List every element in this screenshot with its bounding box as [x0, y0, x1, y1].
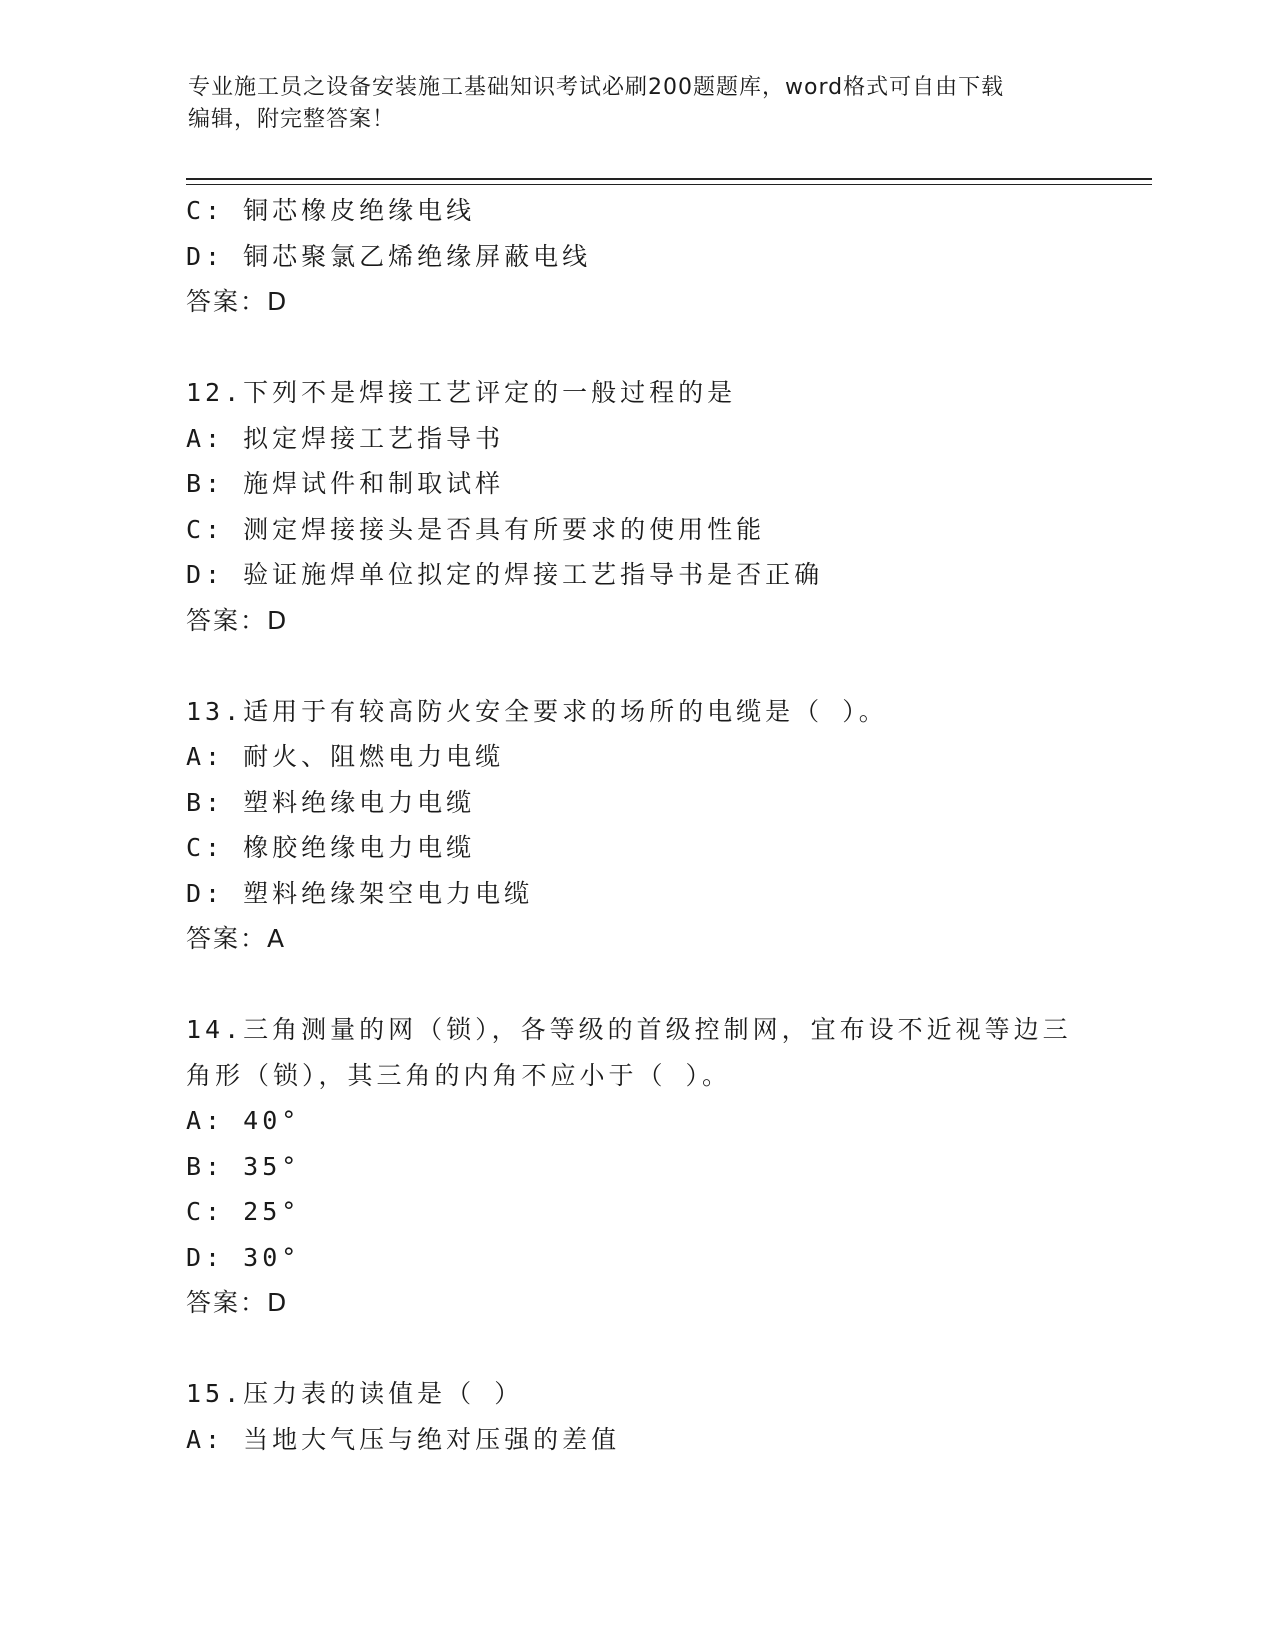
option-d: D: 30° [186, 1242, 301, 1272]
question-14 [186, 1007, 1106, 1326]
spacer [186, 1326, 1106, 1372]
spacer [186, 325, 1106, 371]
answer-label: 答案：D [186, 287, 289, 316]
option-d: D: 验证施焊单位拟定的焊接工艺指导书是否正确 [186, 560, 824, 589]
option-b: B: 35° [186, 1151, 301, 1181]
option-a: A: 当地大气压与绝对压强的差值 [186, 1424, 621, 1454]
option-c: C: 橡胶绝缘电力电缆 [186, 833, 476, 862]
question-stem-line-2: 角形（锁），其三角的内角不应小于（ ）。 [186, 1060, 732, 1090]
question-stem: 15.压力表的读值是（ ） [186, 1379, 524, 1408]
question-11-continuation [186, 188, 1106, 325]
question-15 [186, 1371, 1106, 1462]
header-title-line-2: 编辑，附完整答案！ [188, 107, 396, 132]
option-a: A: 拟定焊接工艺指导书 [186, 423, 505, 453]
option-b: B: 施焊试件和制取试样 [186, 469, 505, 498]
question-13 [186, 689, 1106, 962]
option-d: D: 铜芯聚氯乙烯绝缘屏蔽电线 [186, 241, 592, 271]
question-stem-line-1: 14.三角测量的网（锁），各等级的首级控制网，宜布设不近视等边三 [186, 1015, 1072, 1044]
option-a: A: 40° [186, 1106, 301, 1135]
answer-label: 答案：D [186, 605, 289, 635]
spacer [186, 962, 1106, 1008]
question-content [186, 188, 1106, 1462]
header-divider-thin [186, 184, 1152, 185]
option-c: C: 铜芯橡皮绝缘电线 [186, 196, 476, 225]
spacer [186, 643, 1106, 689]
question-stem: 12.下列不是焊接工艺评定的一般过程的是 [186, 378, 737, 407]
document-header [188, 72, 1068, 136]
option-b: B: 塑料绝缘电力电缆 [186, 787, 476, 817]
header-divider-thick [186, 178, 1152, 180]
option-d: D: 塑料绝缘架空电力电缆 [186, 878, 534, 908]
header-title-line-1: 专业施工员之设备安装施工基础知识考试必刷200题题库，word格式可自由下载 [188, 75, 1005, 100]
option-a: A: 耐火、阻燃电力电缆 [186, 742, 505, 771]
question-12 [186, 370, 1106, 643]
option-c: C: 测定焊接接头是否具有所要求的使用性能 [186, 514, 766, 544]
answer-label: 答案：A [186, 924, 287, 953]
question-stem: 13.适用于有较高防火安全要求的场所的电缆是（ ）。 [186, 696, 888, 726]
option-c: C: 25° [186, 1197, 301, 1226]
answer-label: 答案：D [186, 1288, 289, 1317]
